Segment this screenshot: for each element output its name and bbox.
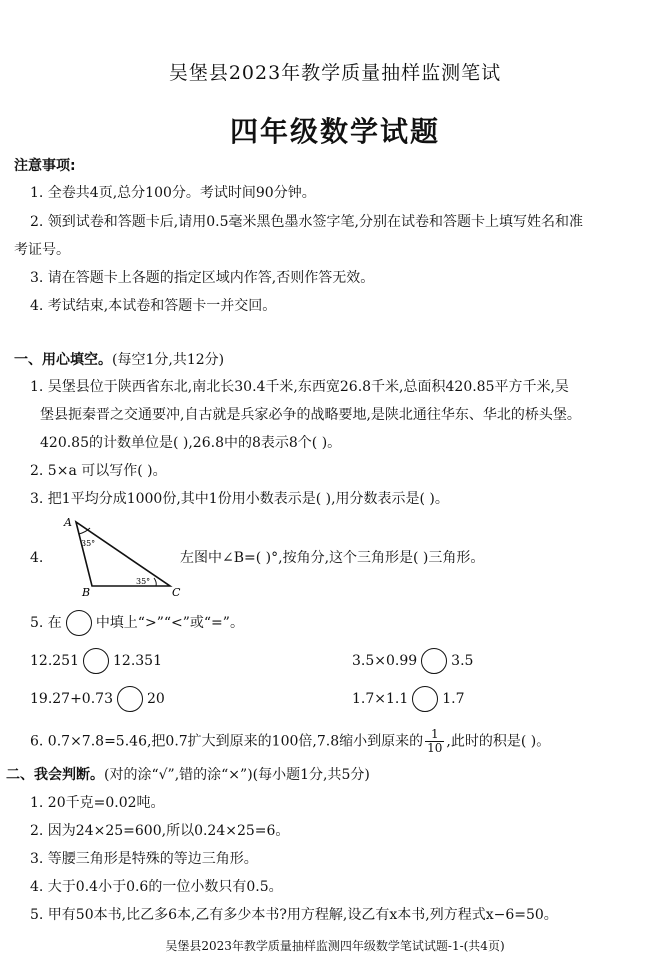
question-6-prefix: 6. 0.7×7.8=5.46,把0.7扩大到原来的100倍,7.8缩小到原来的 [30, 733, 424, 750]
angle-c-arc [154, 578, 156, 586]
vertex-c-label: C [172, 586, 181, 598]
question-1-line: 420.85的计数单位是( ),26.8中的8表示8个( )。 [40, 435, 342, 451]
question-5-prefix: 5. 在 [30, 615, 62, 631]
section1-heading: 一、用心填空。 [14, 352, 112, 368]
comparison-right: 12.351 [113, 653, 162, 669]
notice-item: 4. 考试结束,本试卷和答题卡一并交回。 [30, 298, 277, 314]
comparison-left: 12.251 [30, 653, 79, 669]
fraction-denominator: 10 [427, 741, 443, 755]
angle-c-label: 35° [136, 577, 151, 586]
vertex-b-label: B [82, 586, 91, 598]
comparison-left: 1.7×1.1 [352, 691, 409, 707]
section2-note: (对的涂“√”,错的涂“×”)(每小题1分,共5分) [104, 767, 370, 783]
compare-circle-icon[interactable] [412, 686, 438, 712]
question-1-line: 堡县扼秦晋之交通要冲,自古就是兵家必争的战略要地,是陕北通往华东、华北的桥头堡。 [40, 407, 581, 423]
vertex-a-label: A [64, 516, 72, 529]
notice-item: 1. 全卷共4页,总分100分。考试时间90分钟。 [30, 185, 316, 201]
fraction-numerator: 1 [425, 728, 444, 742]
section1-heading-line [14, 350, 224, 370]
section2-heading: 二、我会判断。 [6, 767, 104, 783]
notice-item: 3. 请在答题卡上各题的指定区域内作答,否则作答无效。 [30, 270, 375, 286]
section1-note: (每空1分,共12分) [112, 352, 225, 368]
comparison-item [30, 686, 165, 712]
judgment-item: 4. 大于0.4小于0.6的一位小数只有0.5。 [30, 879, 283, 895]
compare-circle-icon[interactable] [117, 686, 143, 712]
question-1-line: 1. 吴堡县位于陕西省东北,南北长30.4千米,东西宽26.8千米,总面积420.85平方千米,吴 [30, 379, 569, 395]
comparison-left: 19.27+0.73 [30, 691, 113, 707]
page-footer: 吴堡县2023年教学质量抽样监测四年级数学笔试试题-1-(共4页) [165, 939, 505, 953]
exam-title: 四年级数学试题 [229, 115, 440, 148]
comparison-item [352, 686, 465, 712]
notice-item: 考证号。 [14, 242, 70, 258]
question-4-text: 左图中∠B=( )°,按角分,这个三角形是( )三角形。 [180, 550, 485, 566]
notice-heading: 注意事项: [14, 158, 76, 174]
judgment-item: 2. 因为24×25=600,所以0.24×25=6。 [30, 823, 290, 839]
compare-circle-icon [66, 610, 92, 636]
comparison-item [30, 648, 162, 674]
triangle-figure [62, 514, 187, 598]
question-2: 2. 5×a 可以写作( )。 [30, 463, 167, 479]
notice-item: 2. 领到试卷和答题卡后,请用0.5毫米黑色墨水签字笔,分别在试卷和答题卡上填写姓名和准 [30, 214, 583, 230]
angle-a-label: 35° [81, 539, 96, 548]
fraction [425, 728, 444, 755]
question-5-suffix: 中填上“>”“<”或“=”。 [95, 615, 244, 631]
question-6-suffix: ,此时的积是( )。 [446, 733, 551, 750]
compare-circle-icon[interactable] [83, 648, 109, 674]
question-4-number: 4. [30, 550, 44, 566]
exam-subtitle: 吴堡县2023年教学质量抽样监测笔试 [168, 62, 502, 84]
judgment-item: 5. 甲有50本书,比乙多6本,乙有多少本书?用方程解,设乙有x本书,列方程式x−6=50。 [30, 907, 558, 923]
question-6 [30, 728, 550, 755]
compare-circle-icon[interactable] [421, 648, 447, 674]
question-5 [30, 610, 244, 636]
comparison-right: 20 [146, 691, 165, 707]
question-3: 3. 把1平均分成1000份,其中1份用小数表示是( ),用分数表示是( )。 [30, 491, 449, 507]
judgment-item: 3. 等腰三角形是特殊的等边三角形。 [30, 851, 258, 867]
comparison-right: 3.5 [451, 653, 474, 669]
comparison-left: 3.5×0.99 [352, 653, 418, 669]
comparison-right: 1.7 [442, 691, 465, 707]
section2-heading-line [6, 765, 370, 785]
comparison-item [352, 648, 473, 674]
judgment-item: 1. 20千克=0.02吨。 [30, 795, 165, 811]
triangle-shape [76, 522, 170, 586]
